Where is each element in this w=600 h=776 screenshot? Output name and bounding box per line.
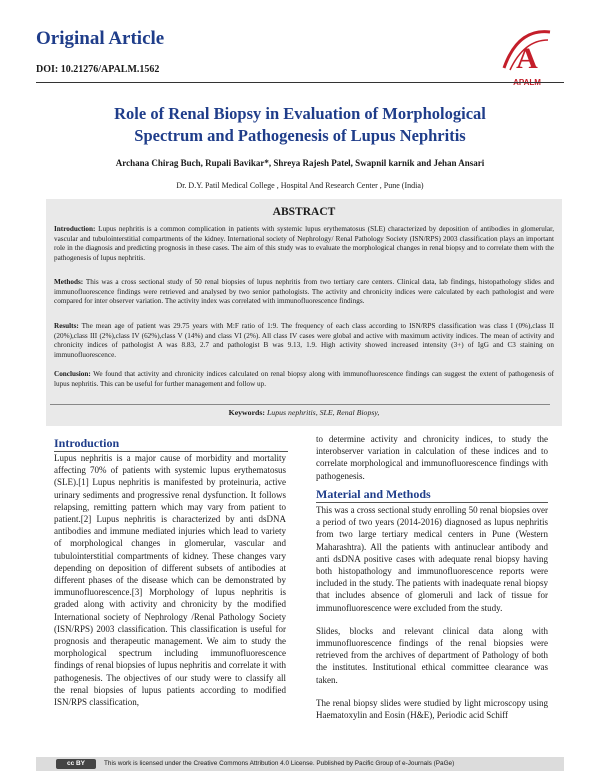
license-text: This work is licensed under the Creative Commons Attribution 4.0 License. Published by Pacific Group of e-Journals (PaGe) bbox=[104, 760, 455, 767]
methods-divider bbox=[316, 502, 548, 503]
keywords-text: Lupus nephritis, SLE, Renal Biopsy, bbox=[265, 408, 380, 417]
right-column-top bbox=[316, 433, 548, 482]
affiliation: Dr. D.Y. Patil Medical College , Hospital And Research Center , Pune (India) bbox=[176, 181, 424, 190]
abstract-intro-label: Introduction: bbox=[54, 225, 96, 233]
abstract-conclusion-text: We found that activity and chronicity indices calculated on renal biopsy along with immunofluorescence findings can suggest the extent of pathogenesis of lupus nephritis. This can be useful for further management and follow up. bbox=[54, 370, 554, 388]
methods-paragraph-3: The renal biopsy slides were studied by light microscopy using Haematoxylin and Eosin (H&E), Periodic acid Schiff bbox=[316, 697, 548, 721]
methods-paragraph-2: Slides, blocks and relevant clinical data along with immunofluorescence findings of the renal biopsies were retrieved from the archives of department of Pathology of both the institutes. Institutional ethical committee clearance was taken. bbox=[316, 625, 548, 685]
paper-title bbox=[40, 103, 560, 147]
author-list: Archana Chirag Buch, Rupali Bavikar*, Shreya Rajesh Patel, Swapnil karnik and Jehan Ansari bbox=[115, 158, 485, 168]
header-divider bbox=[36, 82, 564, 83]
methods-paragraph-1: This was a cross sectional study enrolling 50 renal biopsies over a period of two years (2014-2016) diagnosed as lupus nephritis from two large tertiary medical centers in Pune (Western Maharashtra). All the patients with antinuclear antibody and anti dsDNA positive cases with adequate renal biopsy having both histopathology and immunofluorescence reports were included in the study. The patients with inadequate renal biopsy that includes absence of glomeruli and lack of tissue for immunofluorescence were excluded from the study. bbox=[316, 505, 548, 613]
keywords-divider bbox=[50, 404, 550, 405]
abstract-methods bbox=[54, 278, 554, 307]
abstract-intro-text: Lupus nephritis is a common complication in patients with systemic lupus erythematosus (SLE) characterized by deposition of antibodies in glomerular, vascular and tubulointerstitial compartments of the kidney. International society of Nephrology/ Renal Pathology Society (ISN/RPS) 2003 classification plays an important role in the diagnosis and predicting prognosis in these cases. The aim of this study was to evaluate the morphological changes in renal biopsy and to correlate them with the pathogenesis of lupus nephritis. bbox=[54, 225, 554, 262]
title-line-2: Spectrum and Pathogenesis of Lupus Nephritis bbox=[134, 126, 466, 145]
introduction-paragraph: Lupus nephritis is a major cause of morbidity and mortality affecting 70% of patients with systemic lupus erythematosus (SLE).[1] Lupus nephritis is manifested by proteinuria, active urinary sediments and progressive renal dysfunction. It follows relapsing, remitting pattern which may vary from patient to patient.[2] Lupus nephritis is characterized by anti dsDNA antibodies and immune mediated injuries which lead to variety of morphological changes in glomerular, vascular and tubulointerstitial compartments of kidney. These changes vary depending on deposition of different subsets of antibodies at different phases of the disease which can be demonstrated by immunofluorescence.[3] Morphology of lupus nephritis is graded along with activity and chronicity by the modified International society of Nephrology /Renal Pathology Society (ISN/RPS) 2003 classification. This classification is useful for prognosis and therapeutic management. We aim to study the morphological spectrum including immunofluorescence findings of renal biopsies of lupus nephritis and correlate it with pathogenesis. The objectives of our study were to classify all the renal biopsies of lupus patients according to modified ISN/RPS classification, bbox=[54, 453, 286, 708]
methods-body bbox=[316, 504, 548, 721]
abstract-methods-text: This was a cross sectional study of 50 renal biopsies of lupus nephritis from two tertiary care centers. Clinical data, lab findings, histopathology slides and immunofluorescence findings were retrieved and analysed by two senior pathologists. The activity and chronicity indices were calculated by each pathologist and were compared for inter observer variation. The activity index was correlated with immunofluorescence findings. bbox=[54, 278, 554, 306]
abstract-results-label: Results: bbox=[54, 322, 79, 330]
introduction-heading: Introduction bbox=[54, 436, 120, 450]
abstract-methods-label: Methods: bbox=[54, 278, 84, 286]
introduction-body bbox=[54, 452, 286, 708]
abstract-heading: ABSTRACT bbox=[272, 206, 336, 218]
abstract-results-text: The mean age of patient was 29.75 years with M:F ratio of 1:9. The frequency of each class according to ISN/RPS classification was class I (0%),class II (20%),class III (2%),class IV (62%),class V (14%) and class VI (2%). All class IV cases were global and active with maximum activity indices. The mean of activity and chronicity indices of pathologist A was 8.83, 2.7 and pathologist B was 9.13, 1.9. High activity showed increased intensity (3+) of IgG and C3 staining on immunofluorescence. bbox=[54, 322, 554, 359]
doi[interactable]: DOI: 10.21276/APALM.1562 bbox=[36, 64, 160, 75]
objectives-paragraph: to determine activity and chronicity indices, to study the interobserver variation in calculation of these indices and to correlate morphological and immunofluorescence findings with pathogenesis. bbox=[316, 434, 548, 481]
methods-heading: Material and Methods bbox=[316, 487, 431, 501]
logo-letter: A bbox=[516, 42, 538, 75]
abstract-results bbox=[54, 322, 554, 360]
keywords bbox=[46, 408, 562, 417]
logo-text: APALM bbox=[513, 78, 541, 87]
abstract-conclusion-label: Conclusion: bbox=[54, 370, 91, 378]
cc-by-icon[interactable]: cc BY bbox=[56, 759, 96, 769]
keywords-label: Keywords: bbox=[228, 408, 266, 417]
journal-logo bbox=[498, 24, 556, 78]
abstract-conclusion bbox=[54, 370, 554, 389]
title-line-1: Role of Renal Biopsy in Evaluation of Morphological bbox=[114, 104, 486, 123]
abstract-introduction bbox=[54, 225, 554, 263]
article-type: Original Article bbox=[36, 28, 165, 49]
